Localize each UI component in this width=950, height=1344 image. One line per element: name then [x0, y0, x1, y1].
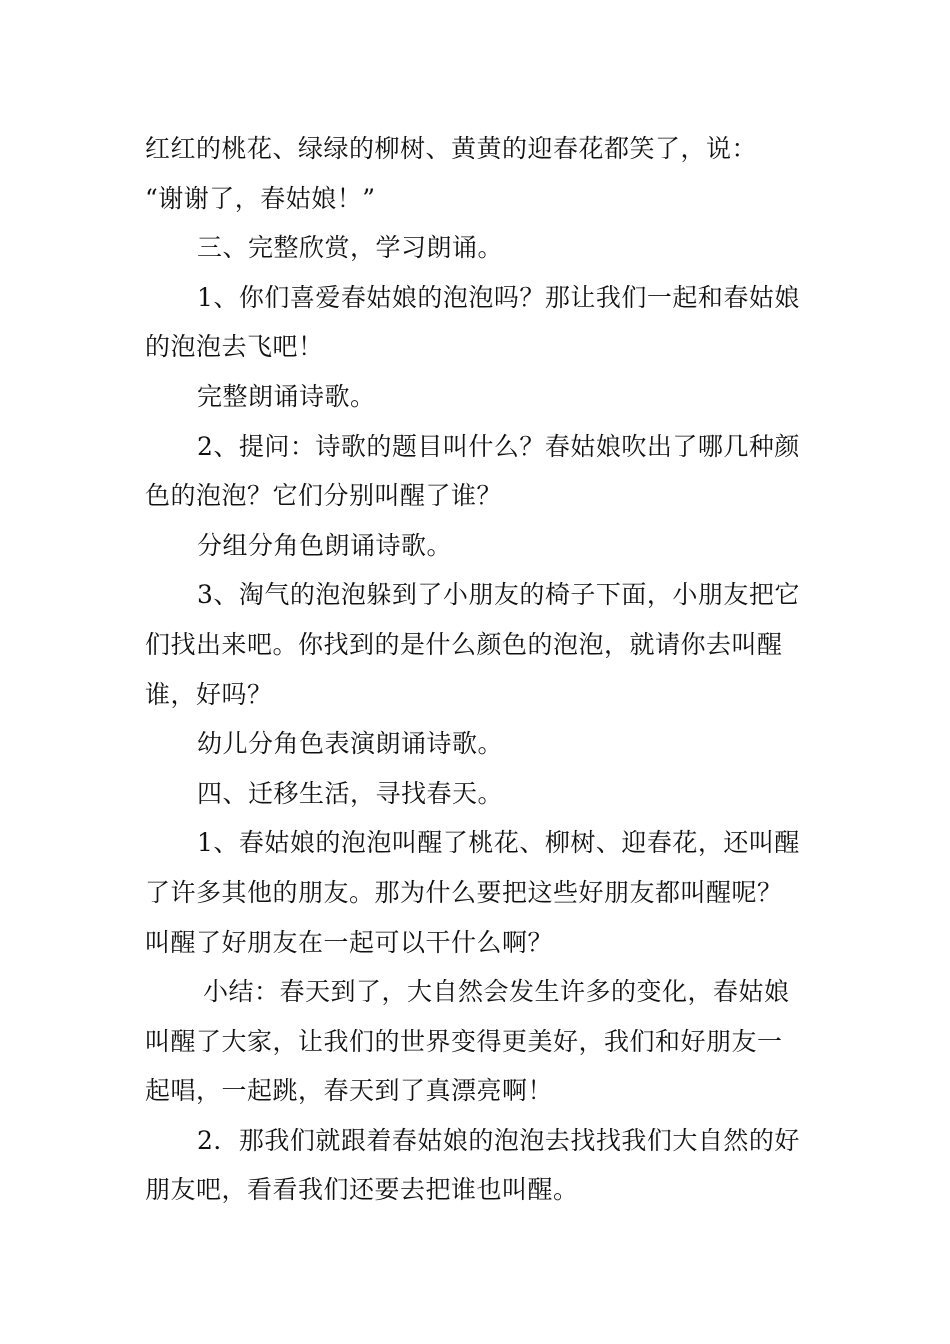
text-line: 起唱，一起跳，春天到了真漂亮啊！	[145, 1076, 554, 1106]
text-line: “谢谢了，春姑娘！”	[145, 183, 376, 213]
text-line: 们找出来吧。你找到的是什么颜色的泡泡，就请你去叫醒	[145, 629, 783, 659]
text-line: 叫醒了好朋友在一起可以干什么啊？	[145, 927, 554, 957]
text-line: 幼儿分角色表演朗诵诗歌。	[197, 729, 504, 759]
document-body	[145, 124, 810, 1215]
text-line: 了许多其他的朋友。那为什么要把这些好朋友都叫醒呢？	[145, 877, 783, 907]
summary-line: 小结：春天到了，大自然会发生许多的变化，春姑娘	[203, 977, 790, 1007]
text-line: 朋友吧，看看我们还要去把谁也叫醒。	[145, 1175, 579, 1205]
text-line: 色的泡泡？它们分别叫醒了谁？	[145, 481, 503, 511]
text-line: 红红的桃花、绿绿的柳树、黄黄的迎春花都笑了，说：	[145, 134, 758, 163]
section-heading: 三、完整欣赏，学习朗诵。	[197, 233, 504, 263]
text-line: 分组分角色朗诵诗歌。	[197, 530, 453, 560]
section-heading: 四、迁移生活，寻找春天。	[197, 778, 504, 808]
text-line: 1、你们喜爱春姑娘的泡泡吗？那让我们一起和春姑娘	[197, 282, 800, 312]
text-line: 2、提问：诗歌的题目叫什么？春姑娘吹出了哪几种颜	[197, 431, 800, 461]
text-line: 3、淘气的泡泡躲到了小朋友的椅子下面，小朋友把它	[197, 580, 800, 610]
text-line: 完整朗诵诗歌。	[197, 381, 376, 411]
text-line: 1、春姑娘的泡泡叫醒了桃花、柳树、迎春花，还叫醒	[197, 828, 800, 858]
text-line: 的泡泡去飞吧！	[145, 332, 324, 362]
text-line: 2．那我们就跟着春姑娘的泡泡去找找我们大自然的好	[197, 1125, 800, 1155]
text-line: 谁，好吗？	[145, 679, 273, 709]
text-line: 叫醒了大家，让我们的世界变得更美好，我们和好朋友一	[145, 1026, 783, 1056]
